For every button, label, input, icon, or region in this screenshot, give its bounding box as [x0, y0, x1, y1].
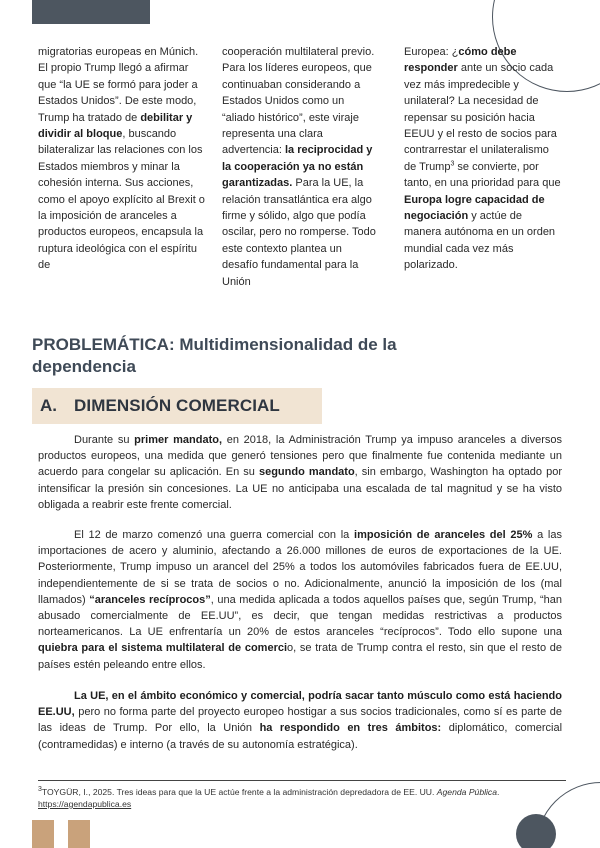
bold-phrase: imposición de aranceles del 25%	[354, 529, 533, 541]
header-bar-decoration	[32, 0, 150, 24]
footnote-link[interactable]: https://agendapublica.es	[38, 799, 132, 809]
footer-block-decoration-1	[32, 820, 54, 848]
footnote: $^3$TOYGÜR, I., 2025. Tres ideas para que la UE actúe frente a la administración depredadora de EE. UU. Agenda Pública. https://agendapublica.es	[38, 786, 500, 809]
bold-phrase: La UE, en el ámbito económico y comercial, podría sacar tanto músculo como está haciendo EE.UU,	[38, 690, 562, 719]
bold-phrase: “aranceles recíprocos”	[89, 593, 211, 606]
column-3-text: Europea: ¿cómo debe responder ante un socio cada vez más impredecible y unilateral? La necesidad de repensar su posición hacia EEUU y el resto de socios para contrarrestar el unilateralismo de Trump$^3$ se convierte, por tanto, en una prioridad para que Europa logre capacidad de negociación y actúe de manera autónoma en un orden mundial cada vez más polarizado.	[404, 46, 561, 272]
paragraph-2: El 12 de marzo comenzó una guerra comercial con la imposición de aranceles del 25% a las importaciones de acero y aluminio, afectando a 26.000 millones de euros de exportaciones de la UE. Posteriormente, Trump impuso un arancel del 25% a todos los automóviles fabricados fuera de EE.UU, independientemente de si se trata de socios o no. Adicionalmente, anunció la imposición de los (mal llamados) “aranceles recíprocos”, una medida aplicada a todos aquellos países que, según Trump, “han abusado comercialmente de EE.UU”, es decir, que tengan medidas restrictivas a productos norteamericanos. La UE enfrentaría un 20% de estos aranceles “recíprocos”. Todo ello supone una quiebra para el sistema multilateral de comercio, se trata de Trump contra el resto, sin que el resto de países estén peleando entre ellos.	[38, 529, 562, 671]
bold-phrase: primer mandato,	[134, 434, 223, 446]
column-1-text: migratorias europeas en Múnich. El propio Trump llegó a afirmar que “la UE se formó para joder a Estados Unidos”. De este modo, Trump ha tratado de debilitar y dividir al bloque, buscando bilateralizar las relaciones con los Estados miembros y minar la cohesión interna. Sus acciones, como el apoyo explícito al Brexit o la imposición de aranceles a productos europeos, encapsula la ruptura ideológica con el espíritu de	[38, 46, 205, 272]
footnote-reference[interactable]: 3	[450, 160, 455, 168]
bold-phrase: segundo mandato	[258, 466, 355, 479]
bold-phrase: la reciprocidad y la cooperación ya no están garantizadas.	[222, 144, 373, 190]
bold-phrase: quiebra para el sistema multilateral de comerci	[38, 642, 288, 655]
subsection-title: DIMENSIÓN COMERCIAL	[74, 396, 280, 415]
column-3	[404, 44, 562, 274]
bold-phrase: Europa logre capacidad de negociación	[404, 193, 545, 223]
paragraph-1: Durante su primer mandato, en 2018, la Administración Trump ya impuso aranceles a diversos productos europeos, una medida que generó tensiones pero que finalmente fue contenida mediante un acuerdo para congelar su aplicación. En su segundo mandato, sin embargo, Washington ha optado por intensificar la presión sin concesiones. La UE no anticipaba una escalada de tal magnitud y se ha visto obligada a reabrir este frente comercial.	[38, 434, 562, 511]
paragraph-3: La UE, en el ámbito económico y comercial, podría sacar tanto músculo como está haciendo EE.UU, pero no forma parte del proyecto europeo hostigar a sus socios tradicionales, como sí es parte de las ideas de Trump. Por ello, la Unión ha respondido en tres ámbitos: diplomático, comercial (contramedidas) e interno (a través de su autonomía estratégica).	[38, 690, 563, 751]
footnote-number: 3	[38, 786, 42, 794]
bold-phrase: debilitar y dividir al bloque	[38, 111, 193, 141]
bold-phrase: cómo debe responder	[404, 46, 517, 75]
footer-block-decoration-2	[68, 820, 90, 848]
subsection-heading-box	[32, 388, 322, 424]
column-1	[38, 44, 206, 274]
subsection-letter: A.	[40, 396, 57, 415]
column-2-text: cooperación multilateral previo. Para los líderes europeos, que continuaban considerando a Estados Unidos como un “aliado histórico”, este viraje representa una clara advertencia: la reciprocidad y la cooperación ya no están garantizadas. Para la UE, la relación transatlántica era algo firme y sólido, algo que podía oscilar, pero no romperse. Todo este contexto plantea un desafío fundamental para la Unión	[222, 46, 376, 288]
bold-phrase: ha respondido en tres ámbitos:	[259, 722, 442, 735]
circle-decoration-bottom	[516, 814, 556, 848]
section-heading: PROBLEMÁTICA: Multidimensionalidad de la dependencia	[32, 335, 397, 376]
footnote-source: Agenda Pública	[436, 787, 497, 797]
footnote-divider	[38, 780, 566, 781]
column-2	[222, 44, 380, 290]
